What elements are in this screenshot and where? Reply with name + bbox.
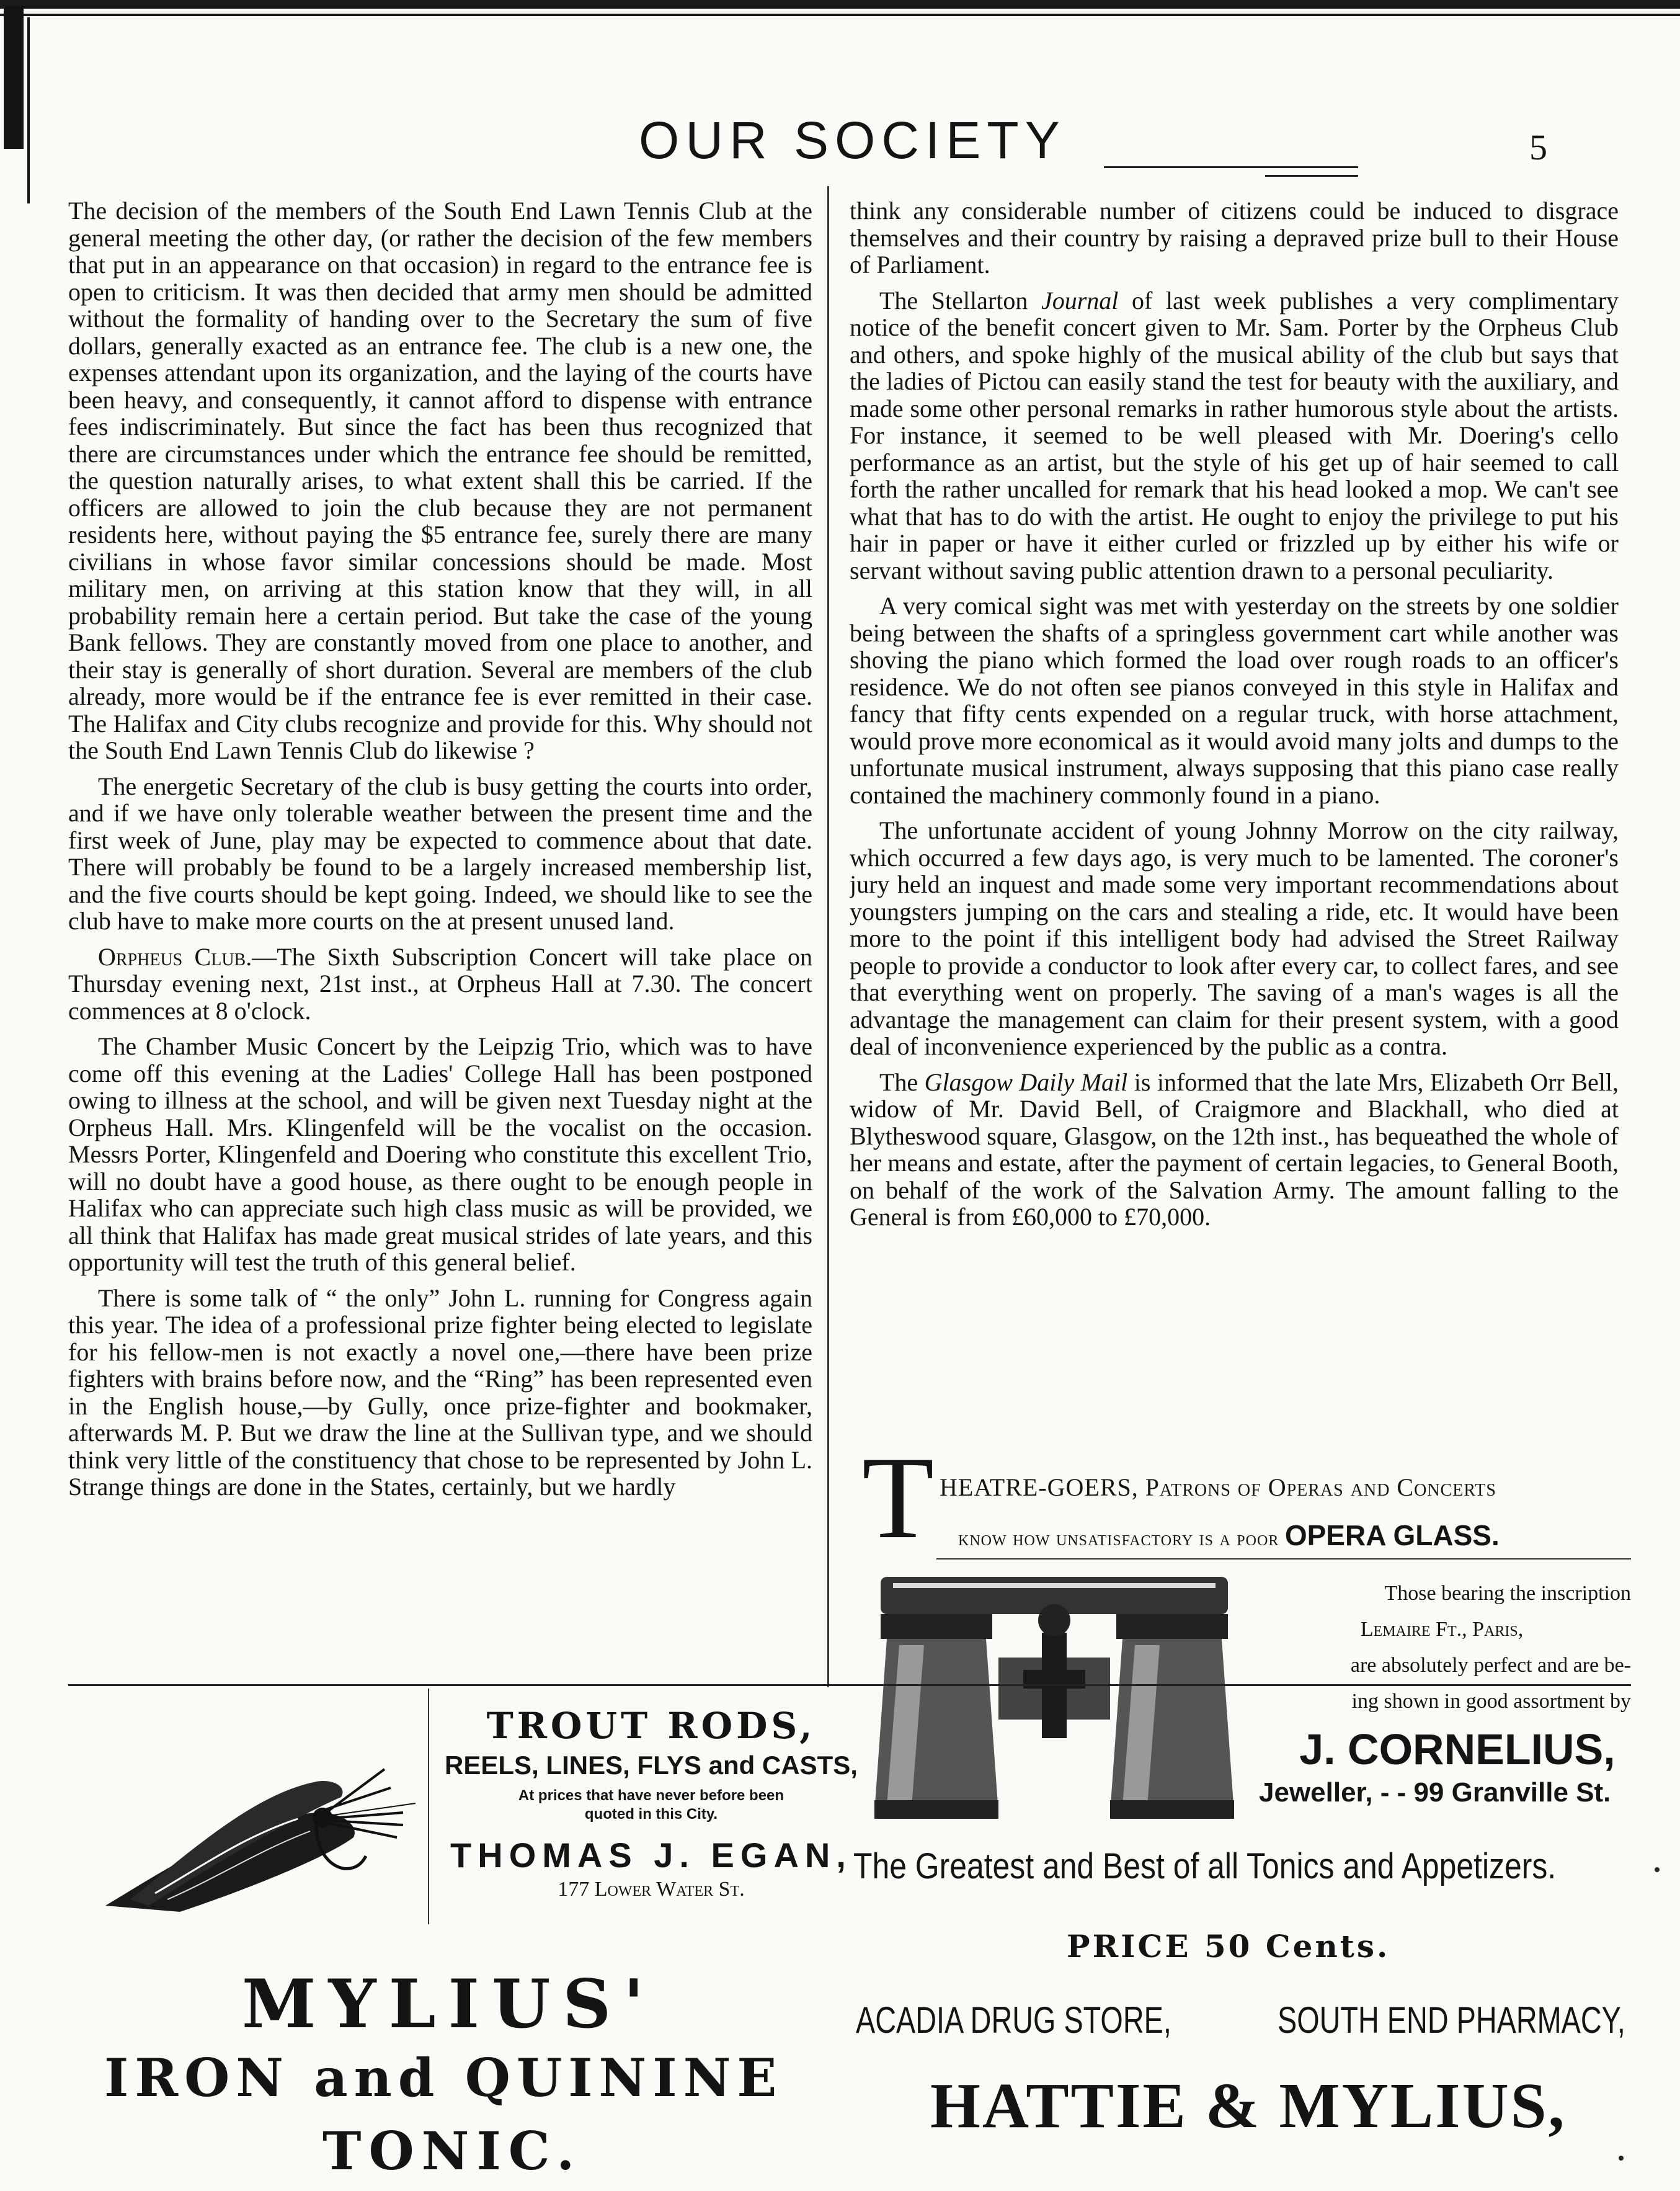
article-morrow-accident: The unfortunate accident of young Johnny Morrow on the city railway, which occurred a few days ago, is very much to be lamented. The coroner's jury held an inquest and made some very important recommendations about youngsters jumping on the cars and stealing a ride, etc. It would have been more to the point if this intelligent body had advised the Street Railway people to provide a conductor to look after every car, to collect fares, and see that everything went on properly. The saving of a man's wages is all the advantage the management can claim for their present system, with a good deal of inconvenience experienced by the public as a contra. [850,816,1619,1060]
trout-ad-text [440,1689,862,1901]
seller-name: HATTIE & MYLIUS, [930,2070,1567,2141]
trout-rods-advertisement [68,1689,862,1949]
orpheus-text: —The Sixth Subscription Concert will take place on Thursday evening next, 21st inst., at Orpheus Hall at 7.30. The concert commences at 8 o'clock. [68,942,812,1025]
article-chamber-music: The Chamber Music Concert by the Leipzig Trio, which was to have come off this evening at the Ladies' College Hall has been postponed owing to illness at the school, and will be given next Tuesday night at the Orpheus Hall. Mrs. Klingenfeld will be the vocalist on the occasion. Messrs Porter, Klingenfeld and Doering who constitute this excellent Trio, will no doubt have a good house, as there ought to be enough people in Halifax who can appreciate such high class music as will be provided, we all think that Halifax has made great musical strides of late years, and this opportunity will test the truth of this general belief. [68,1032,812,1276]
glasgow-mail: Glasgow Daily Mail [924,1068,1128,1096]
top-border-rule [0,0,1680,9]
article-john-l-continued: think any considerable number of citizens could be induced to disgrace themselves and their country by raising a depraved prize bull to their House of Parliament. [850,197,1619,279]
tonic-brand-line2: IRON and QUININE [104,2047,783,2108]
opera-glasses-illustration [856,1564,1253,1825]
article-tennis-fees: The decision of the members of the South End Lawn Tennis Club at the general meeting the other day, (or rather the decision of the few members that put in an appearance on that occasion) in regard to the entrance fee is open to criticism. It was then decided that army men should be admitted without the formality of handing over to the Secretary the sum of five dollars, generally exacted as an entrance fee. The club is a new one, the expenses attendant upon its organization, and the laying of the courts have been heavy, and consequently, it cannot afford to dispense with entrance fees indiscriminately. But since the fact has been thus recognized that there are circumstances under which the entrance fee should be remitted, the question naturally arises, to what extent shall this be carried. If the officers are allowed to join the club because they are not permanent residents here, without paying the $5 entrance fee, surely there are many civilians in whose favor similar concessions should be made. Most military men, on arriving at this station know that they will, in all probability remain here a certain period. But take the case of the young Bank fellows. They are constantly moved from one place to another, and their stay is generally of short duration. Several are members of the club already, more would be if the entrance fee is ever remitted in their case. The Halifax and City clubs recognize and provide for this. Why should not the South End Lawn Tennis Club do likewise ? [68,197,812,764]
opera-glass-label: OPERA GLASS. [1284,1519,1500,1551]
article-stellarton [850,287,1619,584]
article-orpheus-club [68,944,812,1025]
stellarton-pre: The Stellarton [879,286,1041,315]
stellarton-journal: Journal [1041,286,1119,315]
theatre-subline [958,1519,1500,1552]
trout-note-line: At prices that have never before been [518,1787,784,1804]
top-border-rule-thin [0,14,1680,16]
left-column [68,197,812,1677]
orpheus-lead: Orpheus Club. [98,942,252,971]
theatre-rule [936,1558,1631,1560]
print-speck [1655,1867,1660,1872]
tonic-brand-line3: TONIC. [322,2120,582,2182]
opera-glass-advertisement [856,1433,1634,1830]
inscription-text [1253,1576,1631,1720]
fishing-fly-illustration [93,1744,428,1930]
glasgow-text: is informed that the late Mrs, Elizabeth Orr Bell, widow of Mr. David Bell, of Craigmore and Blackhall, who died at Blytheswood square, Glasgow, on the 12th inst., has bequeathed the whole of her means and estate, after the payment of certain legacies, to General Booth, on behalf of the work of the Salvation Army. The amount falling to the General is from £60,000 to £70,000. [850,1068,1619,1231]
ads-rule [68,1684,1631,1686]
trout-title: TROUT RODS, [486,1705,816,1747]
tonic-price: PRICE 50 Cents. [1067,1928,1390,1965]
trout-merchant: THOMAS J. EGAN, [450,1836,852,1875]
dealer-address: Jeweller, - - 99 Granville St. [1259,1777,1611,1808]
article-john-l: There is some talk of “ the only” John L. running for Congress again this year. The idea of a professional prize fighter being elected to legislate for his fellow-men is not exactly a novel one,—there have been prize fighters with brains before now, and the “Ring” has been represented even in the English house,—by Gully, once prize-fighter and bookmaker, afterwards M. P. But we draw the line at the Sullivan type, and we should think very little of the constituency that chose to be represented by John L. Strange things are done in the States, certainly, but we hardly [68,1283,812,1501]
tonic-headline: The Greatest and Best of all Tonics and Appetizers. [853,1846,1557,1886]
store-acadia: ACADIA DRUG STORE, [856,1999,1171,2041]
glasgow-pre: The [879,1068,925,1096]
inscription-line: Lemaire Ft., Paris, [1360,1618,1524,1641]
right-column [850,197,1619,1432]
trout-subtitle: REELS, LINES, FLYS and CASTS, [445,1751,858,1780]
header-rule-short [1265,175,1358,177]
tonic-brand: MYLIUS' [242,1965,657,2043]
binding-edge-mark [4,6,24,149]
ad-divider [428,1689,429,1924]
article-piano-cart: A very comical sight was met with yesterday on the streets by one soldier being between the shafts of a springless government cart while another was shoving the piano which formed the load over rough roads to an officer's residence. We do not often see pianos conveyed in this style in Halifax and fancy that fifty cents expended on a regular truck, with horse attachment, would prove more economical as it would avoid many jolts and dumps to the unfortunate musical instrument, always supposing that this piano case really contained the machinery commonly found in a piano. [850,592,1619,809]
page-title: OUR SOCIETY [639,111,1066,169]
header-rule [1104,166,1358,168]
inscription-line: ing shown in good assortment by [1351,1690,1631,1713]
store-south-end: SOUTH END PHARMACY, [1278,1999,1625,2041]
theatre-headline: HEATRE-GOERS, Patrons of Operas and Concerts [940,1473,1496,1501]
drop-cap: T [862,1433,935,1563]
trout-note-line: quoted in this City. [584,1806,718,1823]
article-tennis-courts: The energetic Secretary of the club is busy getting the courts into order, and if we have only tolerable weather between the present time and the first week of June, play may be expected to commence about that date. There will probably be found to be a largely increased membership list, and the five courts should be kept going. Indeed, we should like to see the club have to make more courts on the at present unused land. [68,772,812,935]
column-divider [827,186,829,1687]
print-speck [1619,2156,1624,2161]
trout-note [440,1787,862,1824]
stellarton-text: of last week publishes a very complimentary notice of the benefit concert given to Mr. Sam. Porter by the Orpheus Club and others, and spoke highly of the musical ability of the club but says that the ladies of Pictou can easily stand the test for beauty with the auxiliary, and made some other personal remarks in rather humorous style about the artists. For instance, it seemed to be well pleased with Mr. Doering's cello performance as an artist, but the style of his get up of hair seemed to call forth the rather uncalled for remark that his head looked a mop. We can't see what that has to do with the artist. He ought to enjoy the privilege to put his hair in paper or have it either curled or frizzled up by either his wife or servant without saving public attention drawn to a personal peculiarity. [850,286,1619,584]
theatre-subline-text: know how unsatisfactory is a poor [958,1527,1285,1550]
trout-address: 177 Lower Water St. [558,1878,745,1901]
binding-edge-line [27,17,30,203]
dealer-name: J. CORNELIUS, [1299,1725,1616,1774]
article-glasgow-bequest [850,1069,1619,1231]
inscription-line: are absolutely perfect and are be- [1350,1654,1631,1677]
page-number: 5 [1529,127,1547,167]
inscription-line: Those bearing the inscription [1384,1582,1631,1605]
